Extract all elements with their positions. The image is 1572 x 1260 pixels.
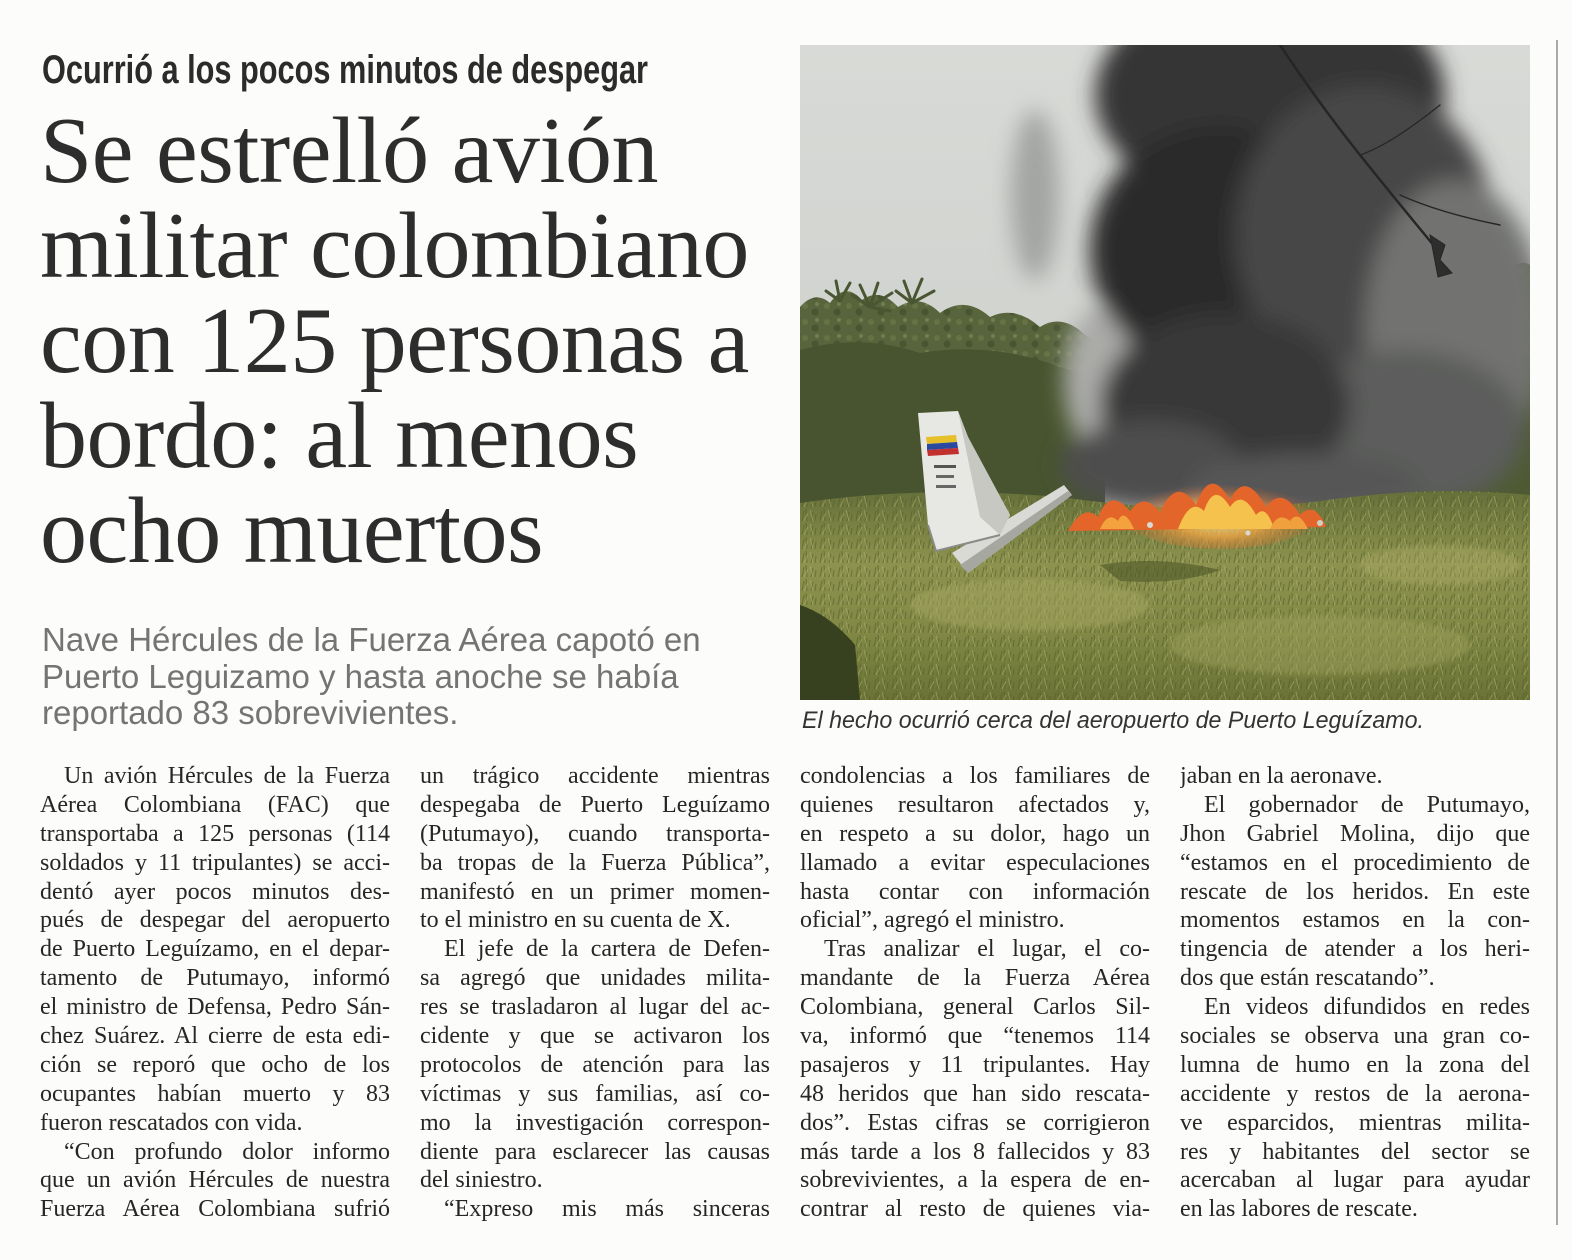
body-line: en respeto a su dolor, hago un bbox=[800, 820, 1150, 847]
body-line: El jefe de la cartera de Defen- bbox=[444, 936, 770, 963]
body-line: en las labores de rescate. bbox=[1180, 1196, 1418, 1223]
body-line: momentos estamos en la con- bbox=[1180, 907, 1530, 934]
body-line: res se trasladaron al lugar del ac- bbox=[420, 994, 770, 1021]
body-line: Colombiana, general Carlos Sil- bbox=[800, 994, 1150, 1021]
deck-line: reportado 83 sobrevivientes. bbox=[42, 694, 459, 731]
body-line: rescate de los heridos. En este bbox=[1180, 878, 1530, 905]
body-paragraph bbox=[420, 935, 770, 1195]
body-paragraph bbox=[420, 1195, 770, 1224]
body-paragraph bbox=[420, 762, 770, 935]
body-line: condolencias a los familiares de bbox=[800, 763, 1150, 789]
body-line: cidente y que se activaron los bbox=[420, 1023, 770, 1050]
body-line: Tras analizar el lugar, el co- bbox=[824, 936, 1150, 963]
body-line: “estamos en el procedimiento de bbox=[1180, 849, 1530, 876]
body-line: Un avión Hércules de la Fuerza bbox=[64, 763, 390, 789]
body-line: sobrevivientes, a la espera de en- bbox=[800, 1167, 1150, 1194]
body-paragraph bbox=[1180, 762, 1530, 791]
body-column-1 bbox=[40, 762, 390, 1224]
deck-subheadline bbox=[42, 622, 701, 732]
body-line: ba tropas de la Fuerza Pública”, bbox=[420, 849, 770, 876]
body-paragraph bbox=[40, 762, 390, 1138]
body-line: hasta contar con información bbox=[800, 878, 1150, 905]
photo-image bbox=[800, 45, 1530, 700]
body-line: tingencia de atender a los heri- bbox=[1180, 936, 1530, 963]
headline-line: militar colombiano bbox=[40, 194, 749, 298]
headline-line: bordo: al menos bbox=[40, 384, 639, 488]
body-line: El gobernador de Putumayo, bbox=[1204, 791, 1530, 818]
body-line: dos”. Estas cifras se corrigieron bbox=[800, 1109, 1150, 1136]
body-line: Jhon Gabriel Molina, dijo que bbox=[1180, 820, 1530, 847]
body-column-3 bbox=[800, 762, 1150, 1224]
body-line: manifestó en un primer momen- bbox=[420, 878, 770, 905]
headline-line: con 125 personas a bbox=[40, 289, 749, 393]
body-paragraph bbox=[40, 1138, 390, 1225]
body-line: sociales se observa una gran co- bbox=[1180, 1023, 1530, 1050]
kicker: Ocurrió a los pocos minutos de despegar bbox=[42, 48, 648, 92]
body-line: acercaban al lugar para ayudar bbox=[1180, 1167, 1530, 1194]
body-paragraph bbox=[800, 762, 1150, 935]
body-line: ción se reporó que ocho de los bbox=[40, 1051, 390, 1078]
body-line: despegaba de Puerto Leguízamo bbox=[420, 791, 770, 818]
body-line: sa agregó que unidades milita- bbox=[420, 965, 770, 992]
body-paragraph bbox=[800, 935, 1150, 1224]
body-line: mandante de la Fuerza Aérea bbox=[800, 965, 1150, 992]
body-line: un trágico accidente mientras bbox=[420, 763, 770, 789]
body-column-4 bbox=[1180, 762, 1530, 1224]
body-line: ve esparcidos, mientras milita- bbox=[1180, 1109, 1530, 1136]
body-paragraph bbox=[1180, 993, 1530, 1224]
body-line: fueron rescatados con vida. bbox=[40, 1109, 303, 1136]
body-column-2 bbox=[420, 762, 770, 1224]
body-line: más tarde a los 8 fallecidos y 83 bbox=[800, 1138, 1150, 1165]
body-line: diente para esclarecer las causas bbox=[420, 1138, 770, 1165]
page-edge-line bbox=[1556, 40, 1558, 1225]
headline-line: ocho muertos bbox=[40, 479, 544, 583]
news-photo bbox=[800, 45, 1530, 700]
body-line: protocolos de atención para las bbox=[420, 1051, 770, 1078]
body-line: soldados y 11 tripulantes) se acci- bbox=[40, 849, 390, 876]
body-line: va, informó que “tenemos 114 bbox=[800, 1023, 1150, 1050]
deck-line: Nave Hércules de la Fuerza Aérea capotó en bbox=[42, 621, 701, 658]
body-line: llamado a evitar especulaciones bbox=[800, 849, 1150, 876]
body-line: res y habitantes del sector se bbox=[1180, 1138, 1530, 1165]
body-line: mo la investigación correspon- bbox=[420, 1109, 770, 1136]
article-body bbox=[0, 762, 1572, 1232]
body-line: ocupantes habían muerto y 83 bbox=[40, 1080, 390, 1107]
body-line: accidente y restos de la aerona- bbox=[1180, 1080, 1530, 1107]
body-line: pués de despegar del aeropuerto bbox=[40, 907, 390, 934]
body-line: En videos difundidos en redes bbox=[1204, 994, 1530, 1021]
headline-line: Se estrelló avión bbox=[40, 99, 659, 203]
body-line: chez Suárez. Al cierre de esta edi- bbox=[40, 1023, 390, 1050]
headline bbox=[40, 99, 749, 583]
body-line: to el ministro en su cuenta de X. bbox=[420, 907, 731, 934]
body-line: del siniestro. bbox=[420, 1167, 543, 1194]
body-line: Aérea Colombiana (FAC) que bbox=[40, 791, 390, 818]
photo-caption: El hecho ocurrió cerca del aeropuerto de Puerto Leguízamo. bbox=[802, 707, 1424, 734]
body-line: 48 heridos que han sido rescata- bbox=[800, 1080, 1150, 1107]
body-line: “Con profundo dolor informo bbox=[64, 1138, 390, 1165]
body-line: contrar al resto de quienes via- bbox=[800, 1196, 1150, 1223]
body-line: Fuerza Aérea Colombiana sufrió bbox=[40, 1196, 390, 1223]
body-line: quienes resultaron afectados y, bbox=[800, 791, 1150, 818]
body-line: oficial”, agregó el ministro. bbox=[800, 907, 1065, 934]
body-line: transportaba a 125 personas (114 bbox=[40, 820, 390, 847]
body-line: “Expreso mis más sinceras bbox=[444, 1196, 770, 1223]
body-line: tamento de Putumayo, informó bbox=[40, 965, 390, 992]
body-paragraph bbox=[1180, 791, 1530, 993]
body-line: de Puerto Leguízamo, en el depar- bbox=[40, 936, 390, 963]
body-line: lumna de humo en la zona del bbox=[1180, 1051, 1530, 1078]
body-line: que un avión Hércules de nuestra bbox=[40, 1167, 390, 1194]
body-line: víctimas y sus familias, así co- bbox=[420, 1080, 770, 1107]
body-line: jaban en la aeronave. bbox=[1180, 763, 1383, 789]
body-line: el ministro de Defensa, Pedro Sán- bbox=[40, 994, 390, 1021]
body-line: pasajeros y 11 tripulantes. Hay bbox=[800, 1051, 1150, 1078]
deck-line: Puerto Leguizamo y hasta anoche se había bbox=[42, 657, 679, 695]
body-line: dentó ayer pocos minutos des- bbox=[40, 878, 390, 905]
body-line: dos que están rescatando”. bbox=[1180, 965, 1435, 992]
body-line: (Putumayo), cuando transporta- bbox=[420, 820, 770, 847]
